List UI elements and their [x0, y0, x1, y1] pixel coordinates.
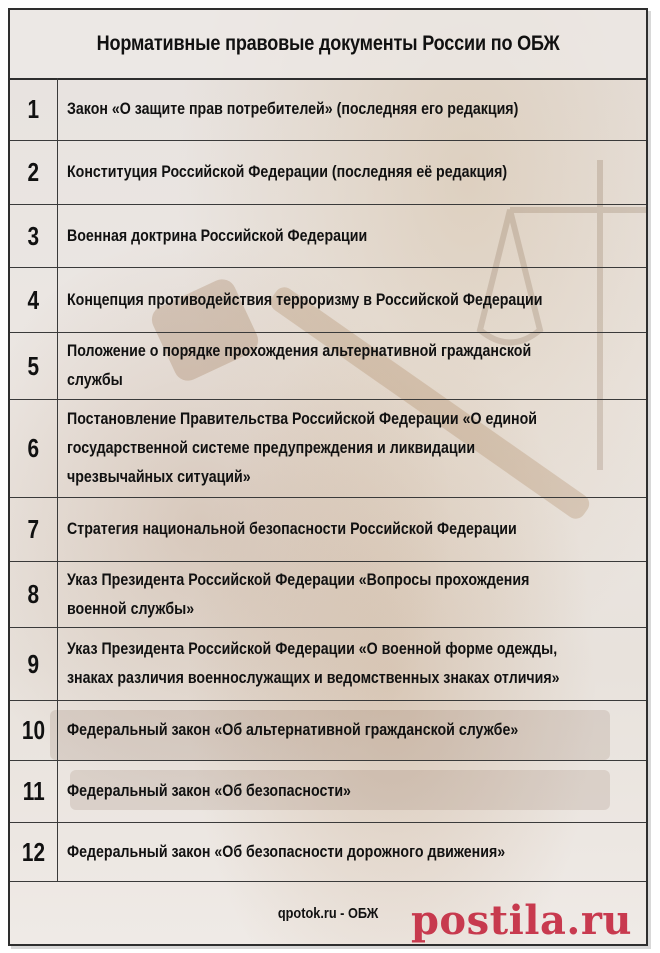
table-row — [10, 205, 646, 268]
row-text: Постановление Правительства Российской Федерации «О единой государственной системе предупреждения и ликвидации чрезвычайных ситуаций» — [67, 410, 538, 486]
row-text: Федеральный закон «Об безопасности дорожного движения» — [67, 842, 506, 861]
row-number: 5 — [10, 333, 58, 399]
row-text: Закон «О защите прав потребителей» (последняя его редакция) — [67, 99, 519, 118]
table-row — [10, 400, 646, 498]
row-number: 6 — [10, 400, 58, 497]
row-text: Военная доктрина Российской Федерации — [67, 226, 368, 245]
row-number: 1 — [10, 78, 58, 140]
row-text: Стратегия национальной безопасности Российской Федерации — [67, 520, 517, 538]
document-card — [8, 8, 648, 946]
row-number: 10 — [10, 701, 58, 760]
table-row — [10, 141, 646, 205]
table-row — [10, 562, 646, 628]
table-row — [10, 701, 646, 761]
table-row — [10, 823, 646, 882]
table-row — [10, 78, 646, 141]
table-row — [10, 498, 646, 562]
row-number: 12 — [10, 823, 58, 881]
table-row — [10, 761, 646, 823]
watermark-logo: postila.ru — [410, 897, 632, 944]
row-number: 7 — [10, 498, 58, 561]
row-number: 4 — [10, 268, 58, 332]
source-label: qpotok.ru - ОБЖ — [277, 904, 379, 922]
documents-table — [10, 78, 646, 882]
row-text: Указ Президента Российской Федерации «О военной форме одежды, знаках различия военнослужащих и ведомственных знаках отличия» — [67, 640, 560, 687]
row-text: Указ Президента Российской Федерации «Вопросы прохождения военной службы» — [67, 570, 530, 618]
table-row — [10, 628, 646, 701]
row-text: Федеральный закон «Об безопасности» — [67, 782, 351, 800]
title-header — [10, 10, 646, 80]
row-text: Федеральный закон «Об альтернативной гражданской службе» — [67, 721, 519, 739]
row-text: Концепция противодействия терроризму в Российской Федерации — [67, 290, 543, 309]
table-row — [10, 333, 646, 400]
table-row — [10, 268, 646, 333]
row-number: 3 — [10, 205, 58, 267]
row-number: 9 — [10, 628, 58, 700]
row-text: Конституция Российской Федерации (последняя её редакция) — [67, 163, 508, 181]
row-number: 11 — [10, 761, 58, 822]
row-number: 2 — [10, 141, 58, 204]
row-text: Положение о порядке прохождения альтернативной гражданской службы — [67, 342, 532, 389]
page-title: Нормативные правовые документы России по ОБЖ — [96, 32, 560, 55]
row-number: 8 — [10, 562, 58, 627]
